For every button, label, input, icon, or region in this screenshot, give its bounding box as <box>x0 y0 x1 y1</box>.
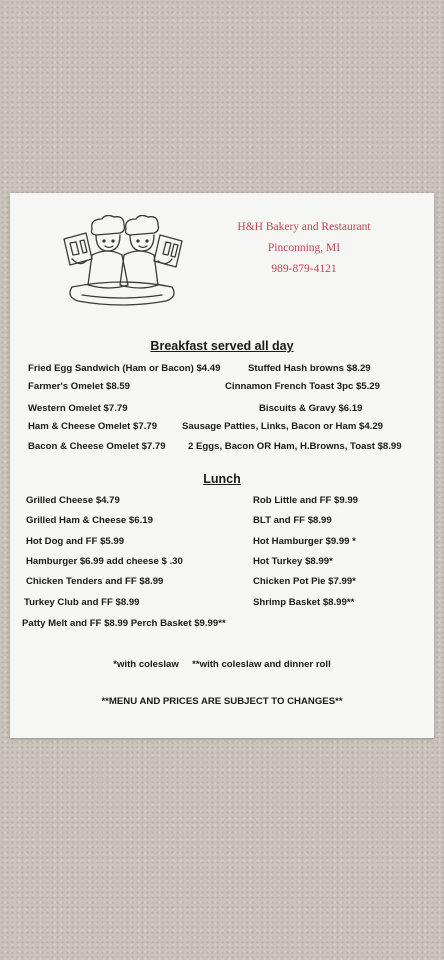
lunch-title: Lunch <box>203 472 241 486</box>
breakfast-item: Bacon & Cheese Omelet $7.79 <box>28 441 166 452</box>
breakfast-item: 2 Eggs, Bacon OR Ham, H.Browns, Toast $8.99 <box>188 441 402 452</box>
lunch-item: Turkey Club and FF $8.99 <box>24 597 140 608</box>
lunch-item: BLT and FF $8.99 <box>253 515 332 526</box>
breakfast-title: Breakfast served all day <box>150 339 294 353</box>
restaurant-phone: 989-879-4121 <box>271 263 337 275</box>
lunch-item: Hamburger $6.99 add cheese $ .30 <box>26 556 183 567</box>
breakfast-item: Stuffed Hash browns $8.29 <box>248 363 371 374</box>
lunch-item: Grilled Cheese $4.79 <box>26 495 120 506</box>
coleslaw-legend: *with coleslaw **with coleslaw and dinner roll <box>113 659 331 670</box>
lunch-item: Hot Dog and FF $5.99 <box>26 536 125 547</box>
lunch-item: Hot Turkey $8.99* <box>253 556 333 567</box>
lunch-item: Rob Little and FF $9.99 <box>253 495 359 506</box>
lunch-item: Chicken Pot Pie $7.99* <box>253 576 356 587</box>
breakfast-item: Ham & Cheese Omelet $7.79 <box>28 421 158 432</box>
lunch-item: Hot Hamburger $9.99 * <box>253 536 356 547</box>
price-disclaimer: **MENU AND PRICES ARE SUBJECT TO CHANGES** <box>101 696 343 707</box>
lunch-item: Shrimp Basket $8.99** <box>253 597 355 608</box>
menu-sheet <box>10 193 434 738</box>
restaurant-header <box>224 217 384 280</box>
lunch-item: Chicken Tenders and FF $8.99 <box>26 576 164 587</box>
breakfast-item: Biscuits & Gravy $6.19 <box>259 403 363 414</box>
breakfast-item: Farmer's Omelet $8.59 <box>28 381 131 392</box>
restaurant-location: Pinconning, MI <box>267 242 341 254</box>
lunch-item: Grilled Ham & Cheese $6.19 <box>26 515 153 526</box>
bakers-logo-icon <box>52 215 192 307</box>
breakfast-item: Cinnamon French Toast 3pc $5.29 <box>225 381 380 392</box>
breakfast-item: Western Omelet $7.79 <box>28 403 128 414</box>
breakfast-item: Sausage Patties, Links, Bacon or Ham $4.29 <box>182 421 384 432</box>
restaurant-name: H&H Bakery and Restaurant <box>237 221 371 233</box>
breakfast-item: Fried Egg Sandwich (Ham or Bacon) $4.49 <box>28 363 221 374</box>
lunch-item: Patty Melt and FF $8.99 Perch Basket $9.99** <box>22 618 226 629</box>
